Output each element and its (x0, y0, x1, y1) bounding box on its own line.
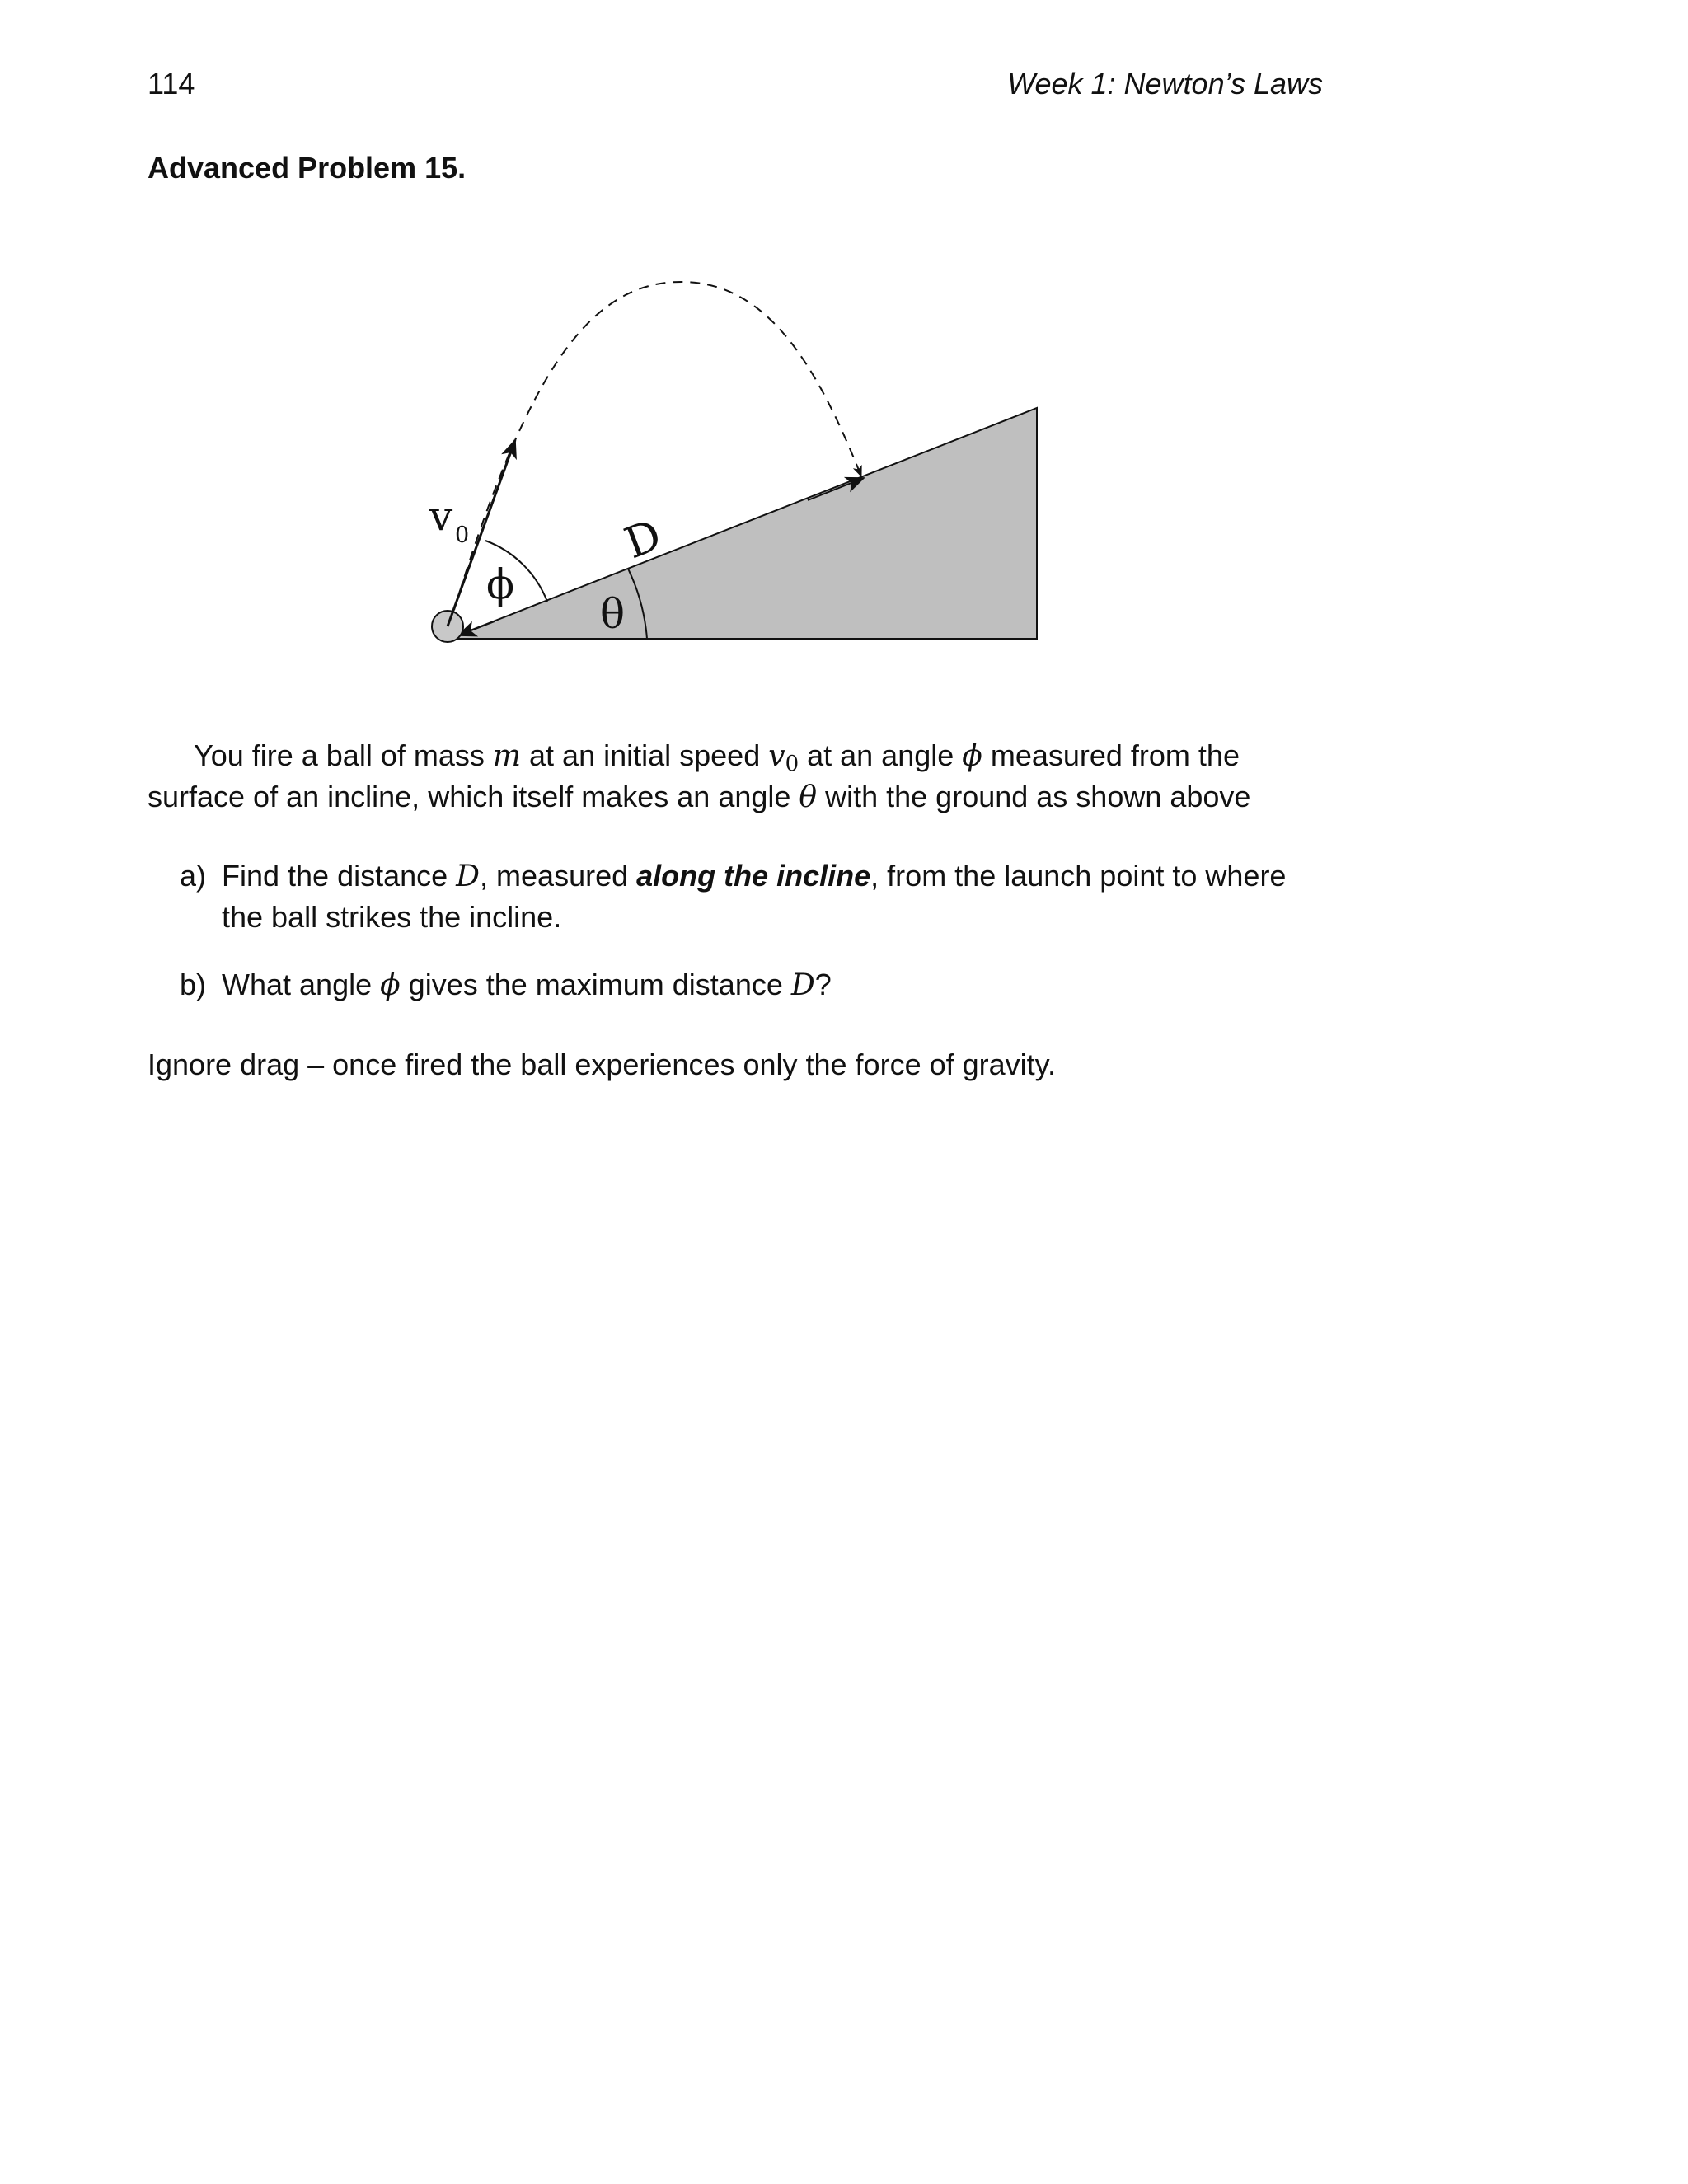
incline-projectile-figure (0, 0, 1688, 742)
problem-statement: You fire a ball of mass m at an initial speed $v_0$ at an angle ϕ measured from the surface of an incline, which itself makes an angle θ with the ground as shown above (148, 738, 1251, 814)
part-a-marker: a) (180, 859, 207, 893)
phi-symbol: ϕ (962, 739, 982, 773)
incline-angle-label: θ (600, 590, 626, 638)
phi-symbol: ϕ (380, 968, 401, 1002)
part-a (148, 855, 1326, 937)
part-b (148, 964, 1326, 1005)
closing-note: Ignore drag – once fired the ball experiences only the force of gravity. (148, 1047, 1056, 1081)
running-title: Week 1: Newton’s Laws (1007, 67, 1323, 101)
distance-symbol: D (790, 968, 815, 1002)
part-b-marker: b) (180, 968, 207, 1001)
mass-symbol: m (492, 739, 522, 773)
distance-label: D (618, 510, 668, 569)
incline-wedge (449, 408, 1037, 639)
theta-symbol: θ (799, 780, 818, 814)
page-number: 114 (148, 67, 195, 101)
velocity-subscript-label: 0 (455, 523, 470, 548)
distance-symbol: D (456, 860, 481, 893)
speed-symbol: $v_0$ (768, 739, 799, 776)
along-the-incline-emphasis: along the incline (636, 859, 871, 893)
part-b-text: What angle ϕ gives the maximum distance D? (222, 968, 832, 1002)
launch-angle-label: ϕ (486, 560, 515, 608)
part-a-text: Find the distance D, measured along the incline, from the launch point to where the ball strikes the incline. (222, 859, 1287, 934)
velocity-label: v (429, 492, 453, 540)
problem-title: Advanced Problem 15. (148, 151, 467, 185)
